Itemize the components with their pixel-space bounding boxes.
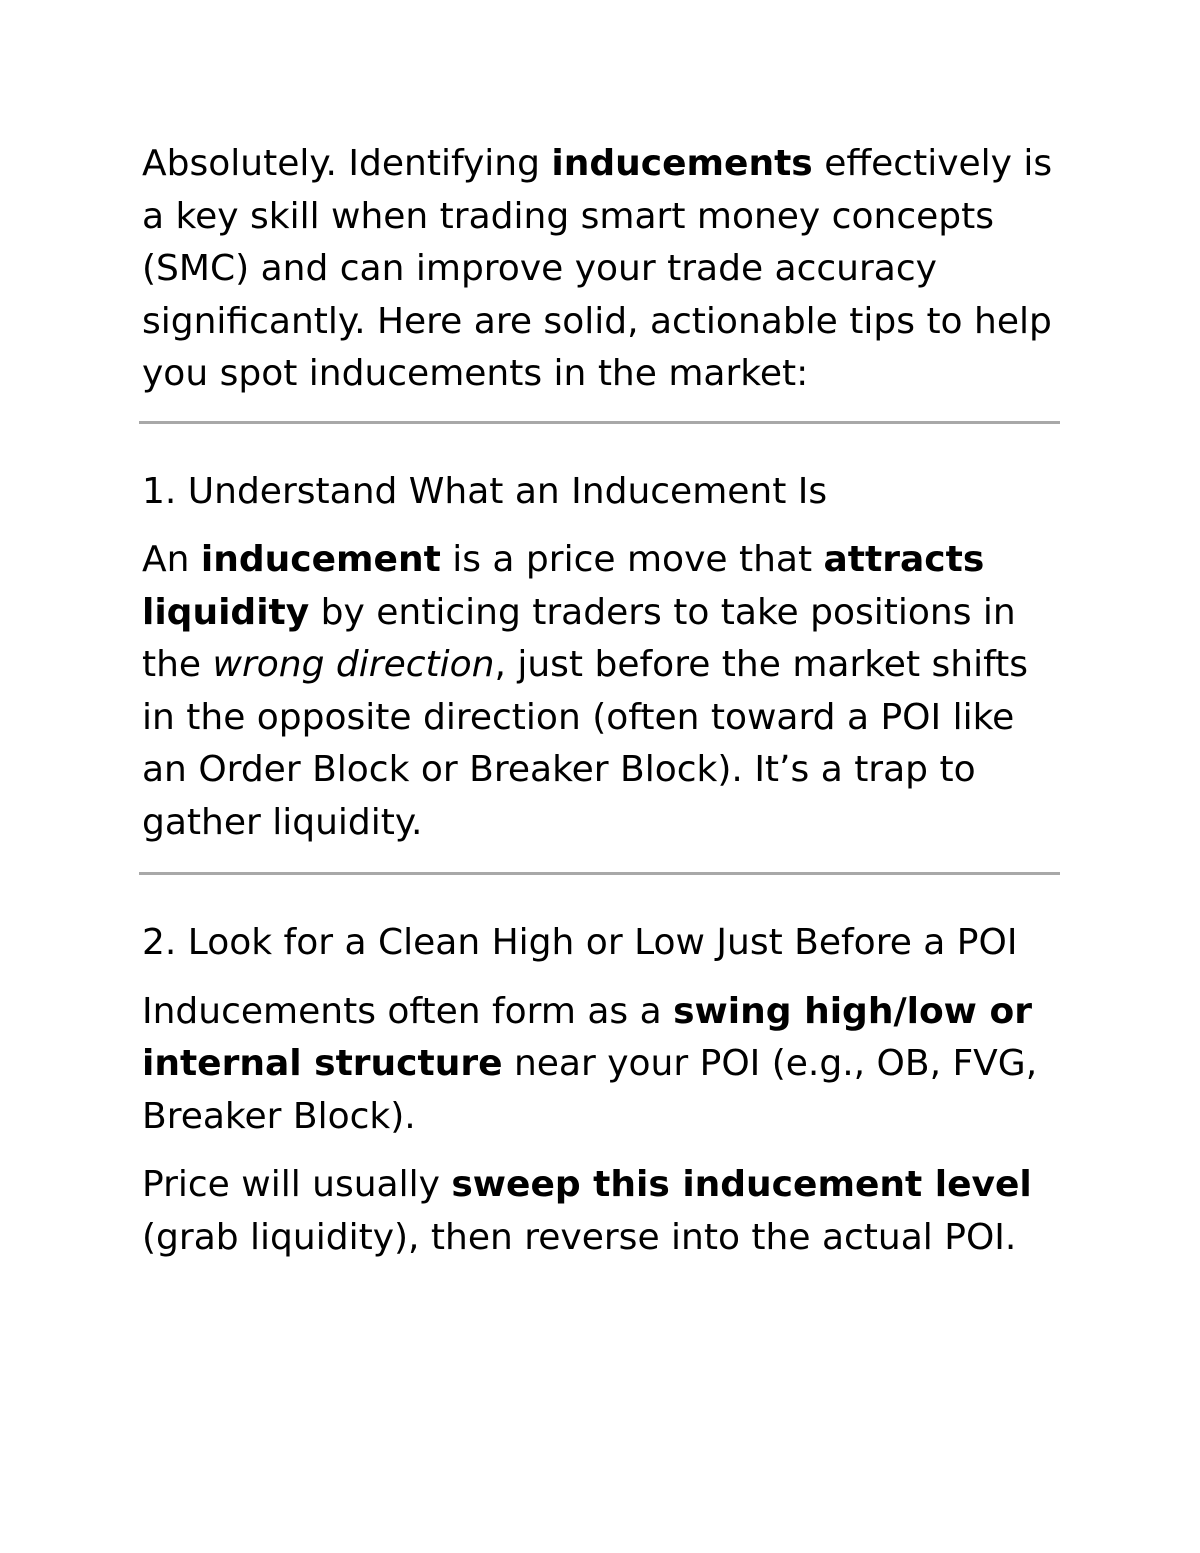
section-1-heading: 1. Understand What an Inducement Is — [142, 470, 828, 512]
s1-bold-attracts-liquidity: attracts liquidity — [142, 539, 985, 633]
s1-text-2: is a price move that — [440, 539, 824, 580]
divider-2 — [139, 872, 1060, 875]
intro-text-2: effectively is a key skill when trading smart money concepts (SMC) and can improve your trade accuracy significantly. Here are solid, actionable tips to help you spot inducements in the market: — [142, 143, 1053, 394]
section-2-paragraph-1 — [142, 986, 1060, 1144]
s2p1-text-2: near your POI (e.g., OB, FVG, Breaker Block). — [142, 1043, 1038, 1137]
intro-bold-inducements: inducements — [551, 143, 813, 184]
s1-text-4: , just before the market shifts in the opposite direction (often toward a POI like an Order Block or Breaker Block). It’s a trap to gather liquidity. — [142, 644, 1028, 843]
s1-text-3: by enticing traders to take positions in the — [142, 591, 1016, 685]
section-1-paragraph — [142, 534, 1060, 849]
section-2-heading: 2. Look for a Clean High or Low Just Before a POI — [142, 922, 1018, 963]
s2p2-bold-sweep: sweep this inducement level — [451, 1164, 1032, 1205]
s1-text-1: An — [142, 539, 201, 580]
s2p2-text-2: (grab liquidity), then reverse into the actual POI. — [142, 1216, 1017, 1258]
section-2-paragraph-2 — [142, 1159, 1060, 1264]
s1-bold-inducement: inducement — [200, 539, 441, 580]
document-page — [142, 138, 1060, 1264]
s2p1-text-1: Inducements often form as a — [142, 990, 674, 1032]
intro-paragraph — [142, 138, 1060, 401]
divider-1 — [139, 421, 1060, 424]
s2p2-text-1: Price will usually — [142, 1164, 452, 1205]
s2p1-bold-swing: swing high/low or internal structure — [142, 990, 1032, 1084]
intro-text-1: Absolutely. Identifying — [142, 143, 552, 184]
s1-italic-wrong-direction: wrong direction — [212, 644, 495, 685]
